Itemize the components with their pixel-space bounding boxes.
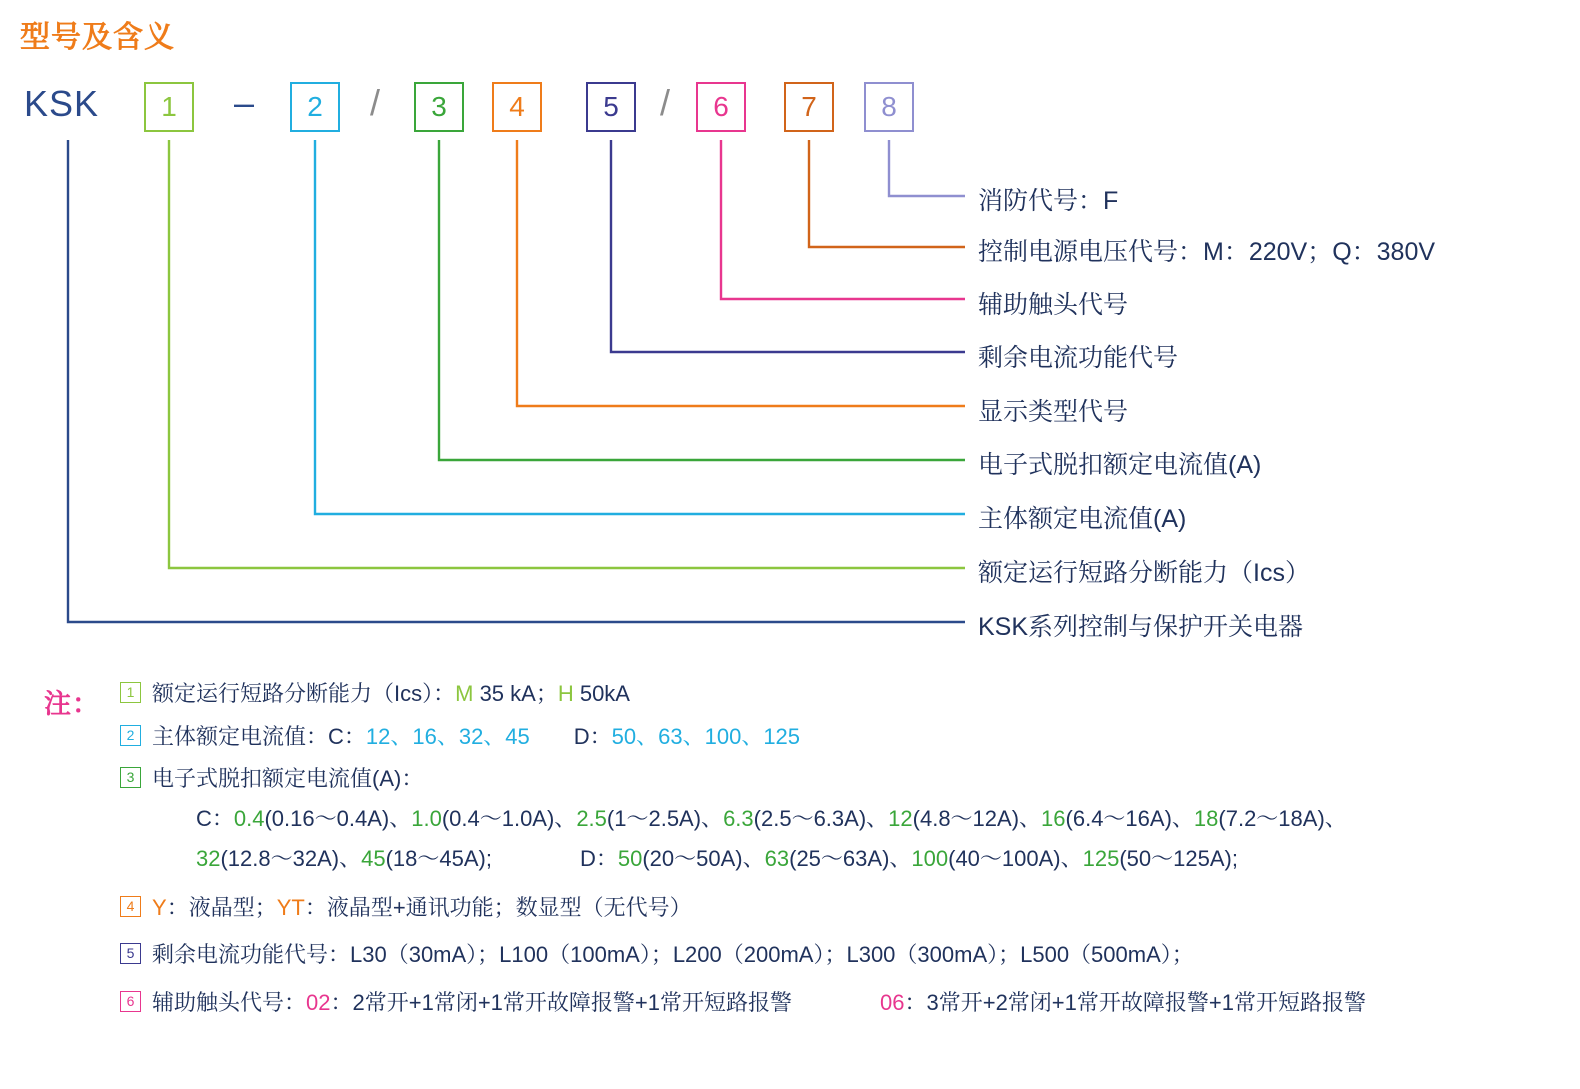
note-number-5: 5 [120, 943, 141, 964]
callout-label-7: 控制电源电压代号：M：220V；Q：380V [978, 238, 1436, 266]
callout-label-1: 额定运行短路分断能力（Ics） [978, 559, 1310, 587]
code-digit-3: 3 [414, 82, 464, 132]
note-text-4: Y：液晶型；YT：液晶型+通讯功能；数显型（无代号） [152, 895, 692, 920]
code-digit-8: 8 [864, 82, 914, 132]
note-text-1: 额定运行短路分断能力（Ics）：M 35 kA；H 50kA [152, 681, 630, 706]
code-prefix: KSK [24, 83, 100, 124]
code-dash: – [234, 82, 255, 123]
note-text-3: 电子式脱扣额定电流值(A)： [152, 766, 424, 791]
code-digit-7: 7 [784, 82, 834, 132]
note-row [0, 930, 1580, 978]
code-slash-1: / [370, 82, 381, 123]
callout-label-8: 消防代号：F [978, 187, 1119, 215]
code-digit-6: 6 [696, 82, 746, 132]
callout-label-5: 剩余电流功能代号 [978, 344, 1179, 372]
note-number-1: 1 [120, 682, 141, 703]
callout-label-series: KSK系列控制与保护开关电器 [978, 613, 1304, 641]
code-slash-2: / [660, 82, 671, 123]
callout-label-3: 电子式脱扣额定电流值(A) [978, 451, 1262, 479]
notes-heading: 注： [44, 689, 100, 719]
note-row [0, 714, 1580, 758]
code-digit-4: 4 [492, 82, 542, 132]
note-number-4: 4 [120, 896, 141, 917]
notes-block [0, 672, 1580, 1024]
note-row [0, 882, 1580, 930]
note-number-6: 6 [120, 991, 141, 1012]
code-digit-5: 5 [586, 82, 636, 132]
callout-label-2: 主体额定电流值(A) [978, 505, 1187, 533]
note-subrow [0, 838, 1580, 882]
code-digit-1: 1 [144, 82, 194, 132]
callout-label-4: 显示类型代号 [978, 398, 1129, 426]
code-digit-2: 2 [290, 82, 340, 132]
note-row [0, 978, 1580, 1024]
note-number-3: 3 [120, 767, 141, 788]
note-number-2: 2 [120, 725, 141, 746]
note-row [0, 672, 1580, 714]
callout-label-6: 辅助触头代号 [978, 291, 1129, 319]
note-subtext-3b: 32(12.8～32A)、45(18～45A); D：50(20～50A)、63(25～63A)、100(40～100A)、125(50～125A); [196, 846, 1238, 871]
note-row [0, 758, 1580, 798]
note-subtext-3a: C：0.4(0.16～0.4A)、1.0(0.4～1.0A)、2.5(1～2.5A)、6.3(2.5～6.3A)、12(4.8～12A)、16(6.4～16A)、18(7.2～18A)、 [196, 806, 1347, 831]
note-subrow [0, 798, 1580, 838]
note-text-6: 辅助触头代号：02：2常开+1常闭+1常开故障报警+1常开短路报警 06：3常开+2常闭+1常开故障报警+1常开短路报警 [152, 990, 1366, 1015]
note-text-2: 主体额定电流值：C：12、16、32、45 D：50、63、100、125 [152, 724, 801, 749]
note-text-5: 剩余电流功能代号：L30（30mA）；L100（100mA）；L200（200mA）；L300（300mA）；L500（500mA）； [152, 942, 1194, 967]
page-title: 型号及含义 [20, 21, 175, 54]
